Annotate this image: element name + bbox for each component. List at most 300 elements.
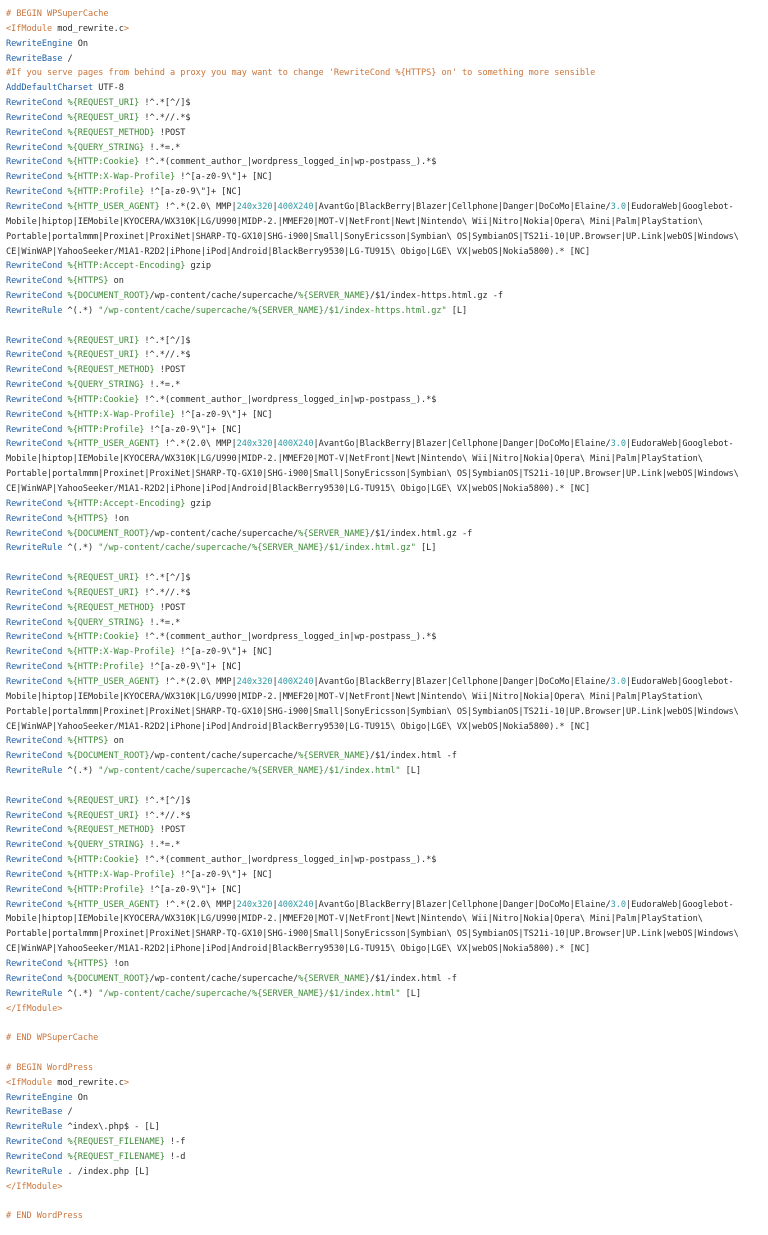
code-line xyxy=(6,809,739,824)
code-token: RewriteCond xyxy=(6,1137,63,1148)
code-line xyxy=(6,200,739,215)
code-token: %{HTTP:Cookie} xyxy=(62,157,140,168)
code-line xyxy=(6,1209,739,1224)
code-token: RewriteCond xyxy=(6,1151,63,1162)
code-token: CE|WinWAP|YahooSeeker/M1A1-R2D2|iPhone|iPod|Android|BlackBerry9530|LG-TU915\ Obigo|LGE\ VX|webOS|Nokia5800).* [NC] xyxy=(6,484,591,494)
code-token: RewriteRule xyxy=(6,543,63,554)
code-token: !.*=.* xyxy=(144,380,181,391)
code-token: |EudoraWeb|Googlebot- xyxy=(626,201,734,212)
code-token: RewriteRule xyxy=(6,766,63,777)
code-line xyxy=(6,705,739,720)
code-line xyxy=(6,586,739,601)
code-token: Portable|portalmmm|Proxinet|ProxiNet|SHARP-TQ-GX10|SHG-i900|Small|SonyEricsson|Symbian\ OS|SymbianOS|TS21i-10|UP.Browser|UP.Link|webOS|Windows\ xyxy=(6,231,739,242)
code-token: !^.*(2.0\ MMP| xyxy=(159,201,237,212)
code-line xyxy=(6,898,739,913)
code-token: RewriteCond xyxy=(6,201,63,212)
code-line xyxy=(6,1046,739,1061)
code-token: %{REQUEST_METHOD} xyxy=(62,365,155,376)
code-token: !-f xyxy=(164,1137,186,1148)
code-token: %{HTTPS} xyxy=(62,513,109,524)
code-token: !^.*[^/]$ xyxy=(139,335,191,346)
code-line xyxy=(6,170,739,185)
code-token: /$1/index.html.gz -f xyxy=(369,528,473,539)
code-line xyxy=(6,675,739,690)
code-line xyxy=(6,52,739,67)
code-token: !^.*(2.0\ MMP| xyxy=(159,439,237,450)
code-line xyxy=(6,1120,739,1135)
code-token: %{REQUEST_FILENAME} xyxy=(62,1137,165,1148)
code-token: RewriteCond xyxy=(6,602,63,613)
code-token: 400X240 xyxy=(277,899,314,910)
code-token: |AvantGo|BlackBerry|Blazer|Cellphone|Danger|DoCoMo|Elaine/ xyxy=(313,201,611,212)
code-token: !^[a-z0-9\"]+ [NC] xyxy=(144,884,242,895)
code-line xyxy=(6,348,739,363)
code-token: RewriteCond xyxy=(6,291,63,302)
code-token: RewriteCond xyxy=(6,959,63,969)
code-line xyxy=(6,749,739,764)
code-line xyxy=(6,393,739,408)
code-token: > xyxy=(123,1077,129,1088)
code-token: %{REQUEST_URI} xyxy=(62,795,140,806)
code-token: !on xyxy=(108,959,129,969)
code-token: %{SERVER_NAME} xyxy=(298,291,370,302)
code-line xyxy=(6,720,739,735)
code-token: UTF-8 xyxy=(93,83,124,94)
code-token: !^.*[^/]$ xyxy=(139,573,191,584)
code-token: !^[a-z0-9\"]+ [NC] xyxy=(144,424,242,435)
code-line xyxy=(6,304,739,319)
code-line xyxy=(6,972,739,987)
code-token: mod_rewrite.c xyxy=(52,23,124,34)
code-token: %{HTTP:Accept-Encoding} xyxy=(62,498,186,509)
code-token: RewriteRule xyxy=(6,1122,63,1133)
code-token: RewriteCond xyxy=(6,884,63,895)
code-token: !POST xyxy=(154,602,186,613)
code-line xyxy=(6,1150,739,1165)
code-line xyxy=(6,66,739,81)
code-token: RewriteCond xyxy=(6,335,63,346)
code-token: </IfModule> xyxy=(6,1003,63,1014)
code-token: RewriteCond xyxy=(6,424,63,435)
code-token: RewriteRule xyxy=(6,1166,63,1177)
code-token: RewriteCond xyxy=(6,98,63,109)
code-token: 240x320 xyxy=(236,676,273,687)
code-token: "/wp-content/cache/supercache/%{SERVER_NAME}/$1/index.html" xyxy=(98,988,401,999)
code-line xyxy=(6,289,739,304)
code-token: %{SERVER_NAME} xyxy=(298,528,370,539)
code-token: RewriteCond xyxy=(6,632,63,643)
code-line xyxy=(6,883,739,898)
code-token: Portable|portalmmm|Proxinet|ProxiNet|SHARP-TQ-GX10|SHG-i900|Small|SonyEricsson|Symbian\ OS|SymbianOS|TS21i-10|UP.Browser|UP.Link|webOS|Windows\ xyxy=(6,706,739,717)
code-token: gzip xyxy=(185,498,211,509)
code-line xyxy=(6,838,739,853)
code-token: /wp-content/cache/supercache/ xyxy=(149,973,299,984)
code-line xyxy=(6,541,739,556)
code-token: On xyxy=(72,38,88,49)
code-token: RewriteCond xyxy=(6,380,63,391)
code-line xyxy=(6,467,739,482)
code-token: %{HTTP:Cookie} xyxy=(62,632,140,643)
code-line xyxy=(6,111,739,126)
code-token: RewriteCond xyxy=(6,261,63,272)
code-token: !POST xyxy=(154,825,186,836)
code-token: !^[a-z0-9\"]+ [NC] xyxy=(175,647,273,658)
code-token: !^.*(comment_author_|wordpress_logged_in|wp-postpass_).*$ xyxy=(139,157,437,168)
code-line xyxy=(6,1076,739,1091)
code-token: !^[a-z0-9\"]+ [NC] xyxy=(144,662,242,673)
code-token: %{HTTPS} xyxy=(62,736,109,747)
code-token: RewriteCond xyxy=(6,676,63,687)
code-token: %{QUERY_STRING} xyxy=(62,380,145,391)
code-token: %{REQUEST_URI} xyxy=(62,810,140,821)
code-token: %{HTTP_USER_AGENT} xyxy=(62,676,160,687)
code-token: RewriteCond xyxy=(6,350,63,361)
code-token: RewriteCond xyxy=(6,528,63,539)
code-token: !^.*(2.0\ MMP| xyxy=(159,676,237,687)
code-token: Portable|portalmmm|Proxinet|ProxiNet|SHARP-TQ-GX10|SHG-i900|Small|SonyEricsson|Symbian\ OS|SymbianOS|TS21i-10|UP.Browser|UP.Link|webOS|Windows\ xyxy=(6,469,739,480)
code-token: %{HTTP:Profile} xyxy=(62,424,145,435)
code-token: |AvantGo|BlackBerry|Blazer|Cellphone|Danger|DoCoMo|Elaine/ xyxy=(313,439,611,450)
code-line xyxy=(6,616,739,631)
code-token: RewriteCond xyxy=(6,751,63,762)
code-token: "/wp-content/cache/supercache/%{SERVER_NAME}/$1/index-https.html.gz" xyxy=(98,305,447,316)
code-line xyxy=(6,126,739,141)
code-line xyxy=(6,571,739,586)
code-token: "/wp-content/cache/supercache/%{SERVER_NAME}/$1/index.html.gz" xyxy=(98,543,416,554)
code-token: RewriteCond xyxy=(6,276,63,287)
code-token: RewriteCond xyxy=(6,825,63,836)
code-line xyxy=(6,7,739,22)
code-token: Mobile|hiptop|IEMobile|KYOCERA/WX310K|LG/U990|MIDP-2.|MMEF20|MOT-V|NetFront|Newt|Nintendo\ Wii|Nitro|Nokia|Opera\ Mini|Palm|PlayStation\ xyxy=(6,691,703,702)
code-token: %{REQUEST_URI} xyxy=(62,573,140,584)
code-token: !^.*(comment_author_|wordpress_logged_in|wp-postpass_).*$ xyxy=(139,632,437,643)
code-line xyxy=(6,1016,739,1031)
code-token: / xyxy=(62,1107,73,1118)
code-token: on xyxy=(108,736,124,747)
code-token: RewriteEngine xyxy=(6,1092,73,1103)
code-token: Mobile|hiptop|IEMobile|KYOCERA/WX310K|LG/U990|MIDP-2.|MMEF20|MOT-V|NetFront|Newt|Nintendo\ Wii|Nitro|Nokia|Opera\ Mini|Palm|PlayStation\ xyxy=(6,914,703,925)
code-line xyxy=(6,141,739,156)
code-line xyxy=(6,452,739,467)
code-token: %{REQUEST_METHOD} xyxy=(62,825,155,836)
code-token: %{SERVER_NAME} xyxy=(298,973,370,984)
code-token: | xyxy=(272,899,278,910)
code-token: 3.0 xyxy=(610,899,627,910)
code-token: %{REQUEST_FILENAME} xyxy=(62,1151,165,1162)
code-token: !-d xyxy=(164,1151,186,1162)
code-token: RewriteCond xyxy=(6,869,63,880)
code-token: %{HTTP_USER_AGENT} xyxy=(62,201,160,212)
code-token: RewriteEngine xyxy=(6,38,73,49)
code-token: %{DOCUMENT_ROOT} xyxy=(62,973,150,984)
code-line xyxy=(6,423,739,438)
code-token: /wp-content/cache/supercache/ xyxy=(149,751,299,762)
code-token: |AvantGo|BlackBerry|Blazer|Cellphone|Danger|DoCoMo|Elaine/ xyxy=(313,899,611,910)
code-token: RewriteCond xyxy=(6,498,63,509)
code-token: !.*=.* xyxy=(144,142,181,153)
code-token: %{HTTP:Profile} xyxy=(62,884,145,895)
code-token: > xyxy=(123,23,129,34)
code-line xyxy=(6,556,739,571)
code-token: / xyxy=(62,53,73,64)
code-token: 240x320 xyxy=(236,899,273,910)
code-line xyxy=(6,779,739,794)
code-token: CE|WinWAP|YahooSeeker/M1A1-R2D2|iPhone|iPod|Android|BlackBerry9530|LG-TU915\ Obigo|LGE\ VX|webOS|Nokia5800).* [NC] xyxy=(6,721,591,732)
code-token: %{HTTPS} xyxy=(62,959,109,969)
code-line xyxy=(6,645,739,660)
code-line xyxy=(6,334,739,349)
code-token: RewriteCond xyxy=(6,513,63,524)
code-token: !^.*(comment_author_|wordpress_logged_in|wp-postpass_).*$ xyxy=(139,394,437,405)
code-line xyxy=(6,601,739,616)
code-token: RewriteCond xyxy=(6,573,63,584)
code-token: %{HTTP:Accept-Encoding} xyxy=(62,261,186,272)
code-token: !POST xyxy=(154,365,186,376)
code-token: !.*=.* xyxy=(144,617,181,628)
code-token: [L] xyxy=(446,305,468,316)
code-token: %{QUERY_STRING} xyxy=(62,840,145,851)
code-token: ^(.*) xyxy=(62,766,99,777)
code-token: RewriteCond xyxy=(6,647,63,658)
code-token: RewriteCond xyxy=(6,736,63,747)
code-line xyxy=(6,37,739,52)
code-token: RewriteCond xyxy=(6,973,63,984)
code-token: |EudoraWeb|Googlebot- xyxy=(626,899,734,910)
code-token: %{QUERY_STRING} xyxy=(62,142,145,153)
code-token: !POST xyxy=(154,127,186,138)
code-token: %{HTTP:X-Wap-Profile} xyxy=(62,409,176,420)
code-token: 400X240 xyxy=(277,201,314,212)
code-token: RewriteCond xyxy=(6,662,63,673)
code-line xyxy=(6,155,739,170)
code-token: [L] xyxy=(400,766,422,777)
code-token: mod_rewrite.c xyxy=(52,1077,124,1088)
code-line xyxy=(6,794,739,809)
code-line xyxy=(6,868,739,883)
code-line xyxy=(6,497,739,512)
code-token: RewriteBase xyxy=(6,53,63,64)
code-token: /wp-content/cache/supercache/ xyxy=(149,291,299,302)
code-token: %{REQUEST_URI} xyxy=(62,587,140,598)
code-token: %{HTTP:X-Wap-Profile} xyxy=(62,869,176,880)
code-token: !.*=.* xyxy=(144,840,181,851)
code-token: Mobile|hiptop|IEMobile|KYOCERA/WX310K|LG/U990|MIDP-2.|MMEF20|MOT-V|NetFront|Newt|Nintendo\ Wii|Nitro|Nokia|Opera\ Mini|Palm|PlayStation\ xyxy=(6,216,703,227)
code-token: !^[a-z0-9\"]+ [NC] xyxy=(175,869,273,880)
code-token: /$1/index.html -f xyxy=(369,751,457,762)
code-line xyxy=(6,764,739,779)
code-token: RewriteCond xyxy=(6,810,63,821)
code-token: /$1/index-https.html.gz -f xyxy=(369,291,504,302)
code-token: RewriteCond xyxy=(6,112,63,123)
code-line xyxy=(6,274,739,289)
code-token: RewriteRule xyxy=(6,305,63,316)
code-token: %{HTTP:Profile} xyxy=(62,662,145,673)
code-line xyxy=(6,1061,739,1076)
code-token: RewriteRule xyxy=(6,988,63,999)
code-line xyxy=(6,378,739,393)
code-token: |EudoraWeb|Googlebot- xyxy=(626,439,734,450)
code-token: %{REQUEST_URI} xyxy=(62,335,140,346)
code-line xyxy=(6,942,739,957)
code-token: RewriteBase xyxy=(6,1107,63,1118)
code-token: ^index\.php$ - [L] xyxy=(62,1122,160,1133)
code-token: CE|WinWAP|YahooSeeker/M1A1-R2D2|iPhone|iPod|Android|BlackBerry9530|LG-TU915\ Obigo|LGE\ VX|webOS|Nokia5800).* [NC] xyxy=(6,246,591,257)
code-line xyxy=(6,734,739,749)
code-token: !^.*//.*$ xyxy=(139,587,191,598)
code-token: . /index.php [L] xyxy=(62,1166,150,1177)
code-token: %{DOCUMENT_ROOT} xyxy=(62,528,150,539)
code-token: AddDefaultCharset xyxy=(6,83,94,94)
code-token: %{DOCUMENT_ROOT} xyxy=(62,291,150,302)
code-token: 400X240 xyxy=(277,676,314,687)
code-token: !^[a-z0-9\"]+ [NC] xyxy=(144,187,242,198)
code-token: RewriteCond xyxy=(6,840,63,851)
code-token: RewriteCond xyxy=(6,617,63,628)
code-token: 3.0 xyxy=(610,676,627,687)
code-token: ^(.*) xyxy=(62,988,99,999)
code-token: 3.0 xyxy=(610,201,627,212)
code-token: %{HTTP:Cookie} xyxy=(62,394,140,405)
code-token: | xyxy=(272,676,278,687)
code-token: %{HTTP:X-Wap-Profile} xyxy=(62,172,176,183)
code-line xyxy=(6,957,739,972)
code-token: %{HTTP:Cookie} xyxy=(62,855,140,866)
code-line xyxy=(6,81,739,96)
code-token: # END WordPress xyxy=(6,1211,83,1222)
code-line xyxy=(6,22,739,37)
code-token: </IfModule> xyxy=(6,1181,63,1192)
code-token: <IfModule xyxy=(6,1077,53,1088)
code-token: %{REQUEST_URI} xyxy=(62,112,140,123)
code-line xyxy=(6,319,739,334)
code-line xyxy=(6,96,739,111)
code-token: on xyxy=(108,276,124,287)
code-line xyxy=(6,185,739,200)
code-token: RewriteCond xyxy=(6,172,63,183)
code-token: RewriteCond xyxy=(6,142,63,153)
code-line xyxy=(6,230,739,245)
code-token: %{HTTP_USER_AGENT} xyxy=(62,899,160,910)
code-line xyxy=(6,512,739,527)
code-token: |AvantGo|BlackBerry|Blazer|Cellphone|Danger|DoCoMo|Elaine/ xyxy=(313,676,611,687)
code-token: !^.*(2.0\ MMP| xyxy=(159,899,237,910)
code-token: RewriteCond xyxy=(6,795,63,806)
code-token: !^[a-z0-9\"]+ [NC] xyxy=(175,172,273,183)
code-token: RewriteCond xyxy=(6,365,63,376)
code-line xyxy=(6,1195,739,1210)
code-token: !on xyxy=(108,513,129,524)
code-token: !^[a-z0-9\"]+ [NC] xyxy=(175,409,273,420)
code-token: RewriteCond xyxy=(6,157,63,168)
code-line xyxy=(6,823,739,838)
code-token: # BEGIN WPSuperCache xyxy=(6,9,109,19)
code-token: #If you serve pages from behind a proxy you may want to change 'RewriteCond %{HTTPS} on' to something more sensible xyxy=(6,68,596,79)
code-line xyxy=(6,437,739,452)
code-token: [L] xyxy=(415,543,437,554)
code-token: # BEGIN WordPress xyxy=(6,1062,94,1073)
code-token: !^.*[^/]$ xyxy=(139,98,191,109)
code-token: On xyxy=(72,1092,88,1103)
code-line xyxy=(6,1180,739,1195)
code-line xyxy=(6,987,739,1002)
code-line xyxy=(6,1105,739,1120)
code-token: gzip xyxy=(185,261,211,272)
code-line xyxy=(6,927,739,942)
code-token: | xyxy=(272,439,278,450)
code-token: CE|WinWAP|YahooSeeker/M1A1-R2D2|iPhone|iPod|Android|BlackBerry9530|LG-TU915\ Obigo|LGE\ VX|webOS|Nokia5800).* [NC] xyxy=(6,944,591,955)
code-token: %{REQUEST_URI} xyxy=(62,350,140,361)
code-line xyxy=(6,245,739,260)
code-token: RewriteCond xyxy=(6,439,63,450)
code-token: [L] xyxy=(400,988,422,999)
code-token: 400X240 xyxy=(277,439,314,450)
code-line xyxy=(6,363,739,378)
code-line xyxy=(6,690,739,705)
code-token: RewriteCond xyxy=(6,855,63,866)
code-line xyxy=(6,482,739,497)
code-token: 240x320 xyxy=(236,439,273,450)
code-line xyxy=(6,1031,739,1046)
code-token: %{SERVER_NAME} xyxy=(298,751,370,762)
code-token: # END WPSuperCache xyxy=(6,1033,99,1044)
code-token: RewriteCond xyxy=(6,127,63,138)
code-token: Portable|portalmmm|Proxinet|ProxiNet|SHARP-TQ-GX10|SHG-i900|Small|SonyEricsson|Symbian\ OS|SymbianOS|TS21i-10|UP.Browser|UP.Link|webOS|Windows\ xyxy=(6,929,739,940)
code-line xyxy=(6,1091,739,1106)
code-line xyxy=(6,630,739,645)
code-token: !^.*[^/]$ xyxy=(139,795,191,806)
code-token: !^.*//.*$ xyxy=(139,810,191,821)
code-line xyxy=(6,408,739,423)
code-token: <IfModule xyxy=(6,23,53,34)
code-line xyxy=(6,853,739,868)
htaccess-code-block xyxy=(6,7,739,1224)
code-token: RewriteCond xyxy=(6,187,63,198)
code-token: !^.*(comment_author_|wordpress_logged_in|wp-postpass_).*$ xyxy=(139,855,437,866)
code-token: |EudoraWeb|Googlebot- xyxy=(626,676,734,687)
code-token: /wp-content/cache/supercache/ xyxy=(149,528,299,539)
code-line xyxy=(6,215,739,230)
code-token: %{HTTP_USER_AGENT} xyxy=(62,439,160,450)
code-token: %{QUERY_STRING} xyxy=(62,617,145,628)
code-token: !^.*//.*$ xyxy=(139,350,191,361)
code-line xyxy=(6,1165,739,1180)
code-token: %{HTTP:Profile} xyxy=(62,187,145,198)
code-line xyxy=(6,259,739,274)
code-token: 240x320 xyxy=(236,201,273,212)
code-token: | xyxy=(272,201,278,212)
code-token: %{HTTPS} xyxy=(62,276,109,287)
code-token: RewriteCond xyxy=(6,394,63,405)
code-token: ^(.*) xyxy=(62,543,99,554)
code-token: RewriteCond xyxy=(6,409,63,420)
code-line xyxy=(6,1135,739,1150)
code-line xyxy=(6,527,739,542)
code-line xyxy=(6,660,739,675)
code-token: %{REQUEST_METHOD} xyxy=(62,127,155,138)
code-token: RewriteCond xyxy=(6,899,63,910)
code-token: Mobile|hiptop|IEMobile|KYOCERA/WX310K|LG/U990|MIDP-2.|MMEF20|MOT-V|NetFront|Newt|Nintendo\ Wii|Nitro|Nokia|Opera\ Mini|Palm|PlayStation\ xyxy=(6,454,703,465)
code-token: ^(.*) xyxy=(62,305,99,316)
code-token: RewriteCond xyxy=(6,587,63,598)
code-token: %{HTTP:X-Wap-Profile} xyxy=(62,647,176,658)
code-token: %{REQUEST_URI} xyxy=(62,98,140,109)
code-line xyxy=(6,912,739,927)
code-token: %{DOCUMENT_ROOT} xyxy=(62,751,150,762)
code-token: "/wp-content/cache/supercache/%{SERVER_NAME}/$1/index.html" xyxy=(98,766,401,777)
code-token: %{REQUEST_METHOD} xyxy=(62,602,155,613)
code-line xyxy=(6,1002,739,1017)
code-token: 3.0 xyxy=(610,439,627,450)
